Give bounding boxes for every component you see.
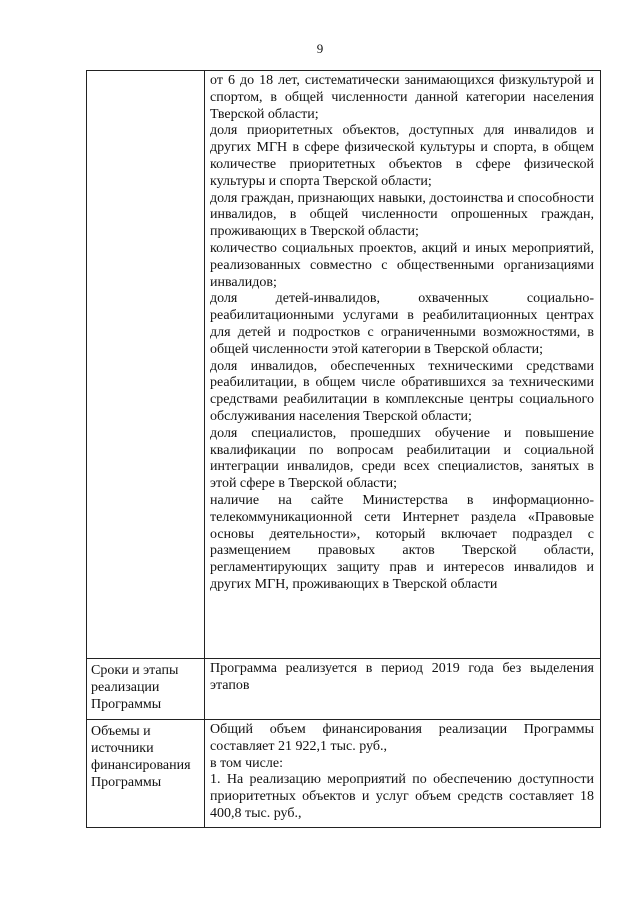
table-row-indicators [87,71,601,659]
row-label-financing: Объемы и источники финансирования Программы [91,724,191,790]
financing-paragraph: Общий объем финансирования реализации Программы составляет 21 922,1 тыс. руб., [210,722,594,754]
row-label-cell [87,71,205,659]
financing-paragraph: в том числе: [210,755,283,771]
indicator-paragraph: доля специалистов, прошедших обучение и повышение квалификации по вопросам реабилитации и социальной интеграции инвалидов, среди всех специалистов, занятых в этой сфере в Тверской области; [210,425,594,492]
program-passport-table [86,70,601,828]
terms-paragraph: Программа реализуется в период 2019 года без выделения этапов [210,661,594,693]
indicator-paragraph: доля граждан, признающих навыки, достоинства и способности инвалидов, в общей численности опрошенных граждан, проживающих в Тверской области; [210,190,594,240]
indicator-paragraph: доля инвалидов, обеспеченных техническими средствами реабилитации, в общем числе обратившихся за техническими средствами реабилитации в комплексные центры социального обслуживания населения Тверской области; [210,358,594,424]
table-row-terms [87,659,601,720]
financing-cell [205,720,601,828]
indicator-paragraph: наличие на сайте Министерства в информационно-телекоммуникационной сети Интернет раздела «Правовые основы деятельности», который включает подраздел с размещением правовых актов Тверской области, регламентирующих защиту прав и интересов инвалидов и других МГН, проживающих в Тверской области [210,492,594,592]
indicator-paragraph: количество социальных проектов, акций и иных мероприятий, реализованных совместно с общественными организациями инвалидов; [210,240,594,290]
indicator-paragraph: доля детей-инвалидов, охваченных социально-реабилитационными услугами в реабилитационных центрах для детей и подростков с ограниченными возможностями, в общей численности этой категории в Тверской области; [210,291,594,357]
indicator-paragraph: доля приоритетных объектов, доступных для инвалидов и других МГН в сфере физической культуры и спорта, в общем количестве приоритетных объектов в сфере физической культуры и спорта Тверской области; [210,123,594,189]
row-label-cell [87,659,205,720]
terms-cell [205,659,601,720]
financing-paragraph: 1. На реализацию мероприятий по обеспечению доступности приоритетных объектов и услуг объем средств составляет 18 400,8 тыс. руб., [210,772,594,821]
indicators-cell [205,71,601,659]
table-row-financing [87,720,601,828]
indicator-paragraph: от 6 до 18 лет, систематически занимающихся физкультурой и спортом, в общей численности данной категории населения Тверской области; [210,73,594,122]
page-number: 9 [316,41,324,56]
row-label-cell [87,720,205,828]
row-label-terms: Сроки и этапы реализации Программы [91,663,179,712]
